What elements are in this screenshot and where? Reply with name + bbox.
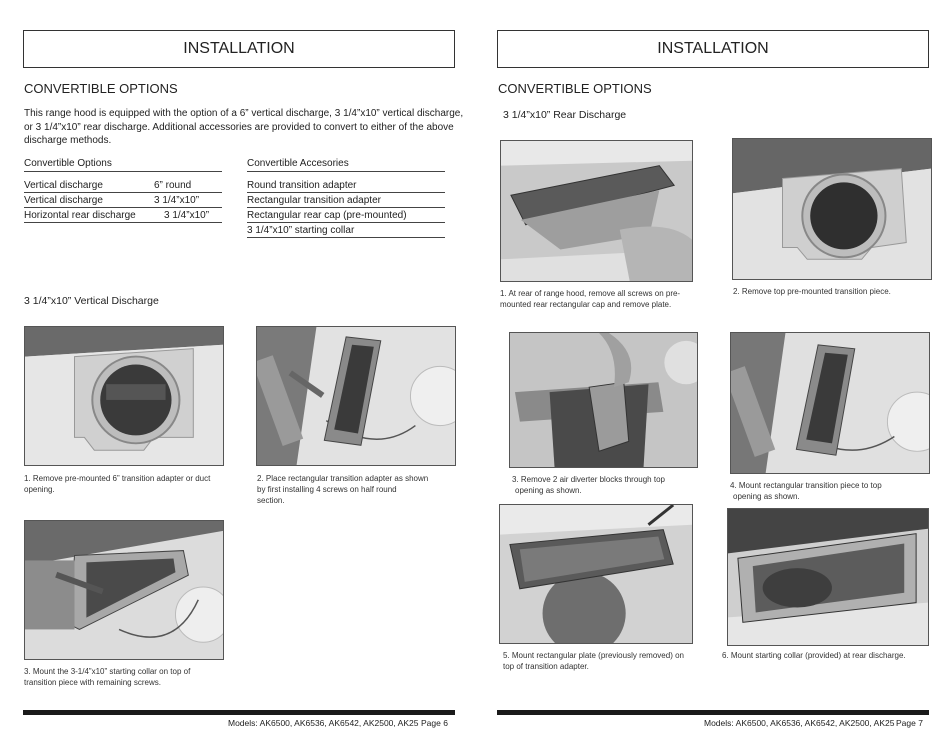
caption-line: top of transition adapter. xyxy=(503,662,589,671)
rear-discharge-heading: 3 1/4”x10” Rear Discharge xyxy=(503,109,627,121)
footer-models: Models: AK6500, AK6536, AK6542, AK2500, AK25 xyxy=(704,718,895,728)
left-page-title: INSTALLATION xyxy=(23,30,455,68)
footer-rule xyxy=(23,710,455,715)
caption-line: mounted rear rectangular cap and remove plate. xyxy=(500,300,672,309)
footer-page-number: Page 6 xyxy=(421,718,448,728)
table-row xyxy=(24,193,222,208)
option-label: Vertical discharge xyxy=(24,195,103,206)
caption-line: opening. xyxy=(24,485,55,494)
right-page-title: INSTALLATION xyxy=(497,30,929,68)
caption-line: 2. Place rectangular transition adapter as shown xyxy=(257,474,429,483)
step-photo-place-rect-adapter xyxy=(256,326,456,466)
table-row: Rectangular rear cap (pre-mounted) xyxy=(247,208,445,223)
step-photo-remove-round-adapter xyxy=(24,326,224,466)
caption-line: 6. Mount starting collar (provided) at rear discharge. xyxy=(722,651,906,660)
intro-line: discharge methods. xyxy=(24,135,112,146)
caption-line: 5. Mount rectangular plate (previously removed) on xyxy=(503,651,684,660)
intro-line: or 3 1/4”x10” rear discharge. Additional accessories are provided to convert to either of the above xyxy=(24,121,454,133)
step-photo-mount-starting-collar xyxy=(24,520,224,660)
footer-page-number: Page 7 xyxy=(896,718,923,728)
caption-line: opening as shown. xyxy=(515,486,582,495)
convertible-accessories-table xyxy=(247,158,445,238)
caption-line: transition piece with remaining screws. xyxy=(24,678,161,687)
accessories-table-header: Convertible Accesories xyxy=(247,158,445,172)
step-caption xyxy=(24,473,254,495)
step-caption xyxy=(257,473,457,506)
step-caption xyxy=(503,650,723,672)
table-row xyxy=(24,178,222,193)
table-row: Rectangular transition adapter xyxy=(247,193,445,208)
vertical-discharge-heading: 3 1/4”x10” Vertical Discharge xyxy=(24,295,159,307)
caption-line: 3. Mount the 3-1/4”x10” starting collar on top of xyxy=(24,667,191,676)
step-caption xyxy=(512,474,712,496)
caption-line: 1. At rear of range hood, remove all screws on pre- xyxy=(500,289,681,298)
left-section-heading: CONVERTIBLE OPTIONS xyxy=(24,81,178,96)
intro-paragraph xyxy=(24,107,504,148)
caption-line: 2. Remove top pre-mounted transition piece. xyxy=(733,287,891,296)
step-caption xyxy=(24,666,254,688)
caption-line: 4. Mount rectangular transition piece to top xyxy=(730,481,882,490)
footer-models: Models: AK6500, AK6536, AK6542, AK2500, AK25 xyxy=(228,718,419,728)
step-caption xyxy=(733,286,933,297)
caption-line: 1. Remove pre-mounted 6” transition adapter or duct xyxy=(24,474,211,483)
caption-line: 3. Remove 2 air diverter blocks through top xyxy=(512,475,665,484)
option-size: 6” round xyxy=(154,180,192,191)
caption-line: opening as shown. xyxy=(733,492,800,501)
step-photo-remove-diverter-blocks xyxy=(509,332,698,468)
footer-rule xyxy=(497,710,929,715)
option-label: Horizontal rear discharge xyxy=(24,210,136,221)
step-photo-mount-rect-plate xyxy=(499,504,693,644)
table-row: Round transition adapter xyxy=(247,178,445,193)
table-row: 3 1/4”x10” starting collar xyxy=(247,223,445,238)
step-photo-remove-top-transition xyxy=(732,138,932,280)
caption-line: by first installing 4 screws on half round xyxy=(257,485,397,494)
step-caption xyxy=(722,650,942,661)
table-row xyxy=(24,208,222,223)
step-caption xyxy=(730,480,930,502)
step-photo-mount-transition-top xyxy=(730,332,930,474)
caption-line: section. xyxy=(257,496,285,505)
option-label: Vertical discharge xyxy=(24,180,103,191)
step-caption xyxy=(500,288,720,310)
step-photo-remove-rear-cap xyxy=(500,140,693,282)
right-section-heading: CONVERTIBLE OPTIONS xyxy=(498,81,652,96)
options-table-header: Convertible Options xyxy=(24,158,222,172)
convertible-options-table xyxy=(24,158,222,223)
option-size: 3 1/4”x10” xyxy=(154,195,200,206)
option-size: 3 1/4”x10” xyxy=(164,210,210,221)
step-photo-mount-collar-rear xyxy=(727,508,929,646)
intro-line: This range hood is equipped with the option of a 6” vertical discharge, 3 1/4”x10” vertical discharge, xyxy=(24,108,464,119)
